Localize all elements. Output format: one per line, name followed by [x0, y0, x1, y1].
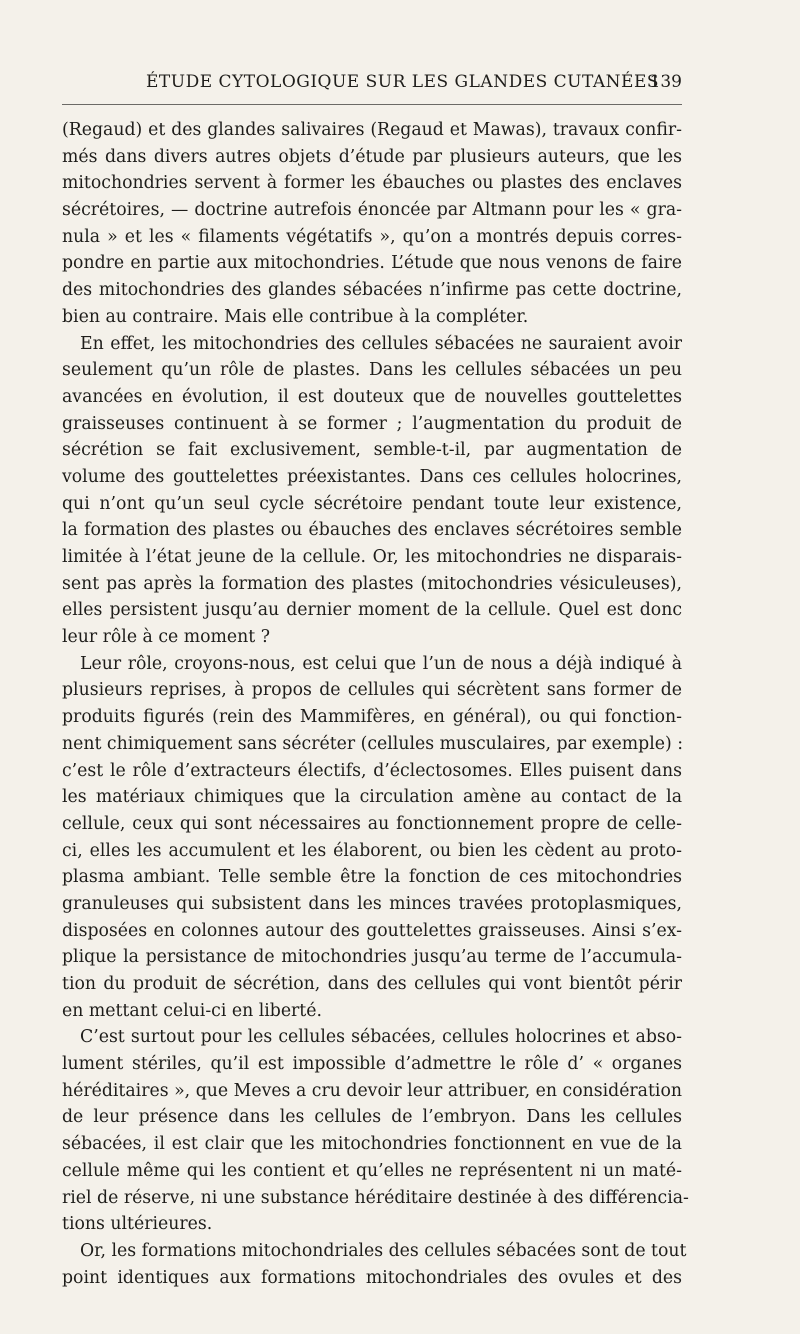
text-line: Leur rôle, croyons-nous, est celui que l’un de nous a déjà indiqué à	[80, 653, 682, 674]
text-line: leur rôle à ce moment ?	[62, 627, 270, 648]
text-line: C’est surtout pour les cellules sébacées, cellules holocrines et abso-	[80, 1027, 682, 1048]
text-line: cellule même qui les contient et qu’elles ne représentent ni un maté-	[62, 1160, 682, 1181]
text-line: tions ultérieures.	[62, 1214, 213, 1235]
text-line: pondre en partie aux mitochondries. L’étude que nous venons de faire	[62, 253, 682, 274]
body-text	[62, 117, 689, 1291]
text-line: héréditaires », que Meves a cru devoir leur attribuer, en considération	[62, 1080, 682, 1101]
text-line: qui n’ont qu’un seul cycle sécrétoire pendant toute leur existence,	[62, 493, 682, 514]
text-line: sébacées, il est clair que les mitochondries fonctionnent en vue de la	[62, 1134, 682, 1155]
text-line: elles persistent jusqu’au dernier moment de la cellule. Quel est donc	[62, 600, 682, 621]
text-line: En effet, les mitochondries des cellules sébacées ne sauraient avoir	[80, 333, 682, 354]
page-header	[62, 72, 682, 98]
text-line: c’est le rôle d’extracteurs électifs, d’éclectosomes. Elles puisent dans	[62, 760, 682, 781]
text-line: ci, elles les accumulent et les élaborent, ou bien les cèdent au proto-	[62, 840, 682, 861]
text-line: des mitochondries des glandes sébacées n’infirme pas cette doctrine,	[62, 280, 682, 301]
text-line: graisseuses continuent à se former ; l’augmentation du produit de	[62, 413, 682, 434]
text-line: limitée à l’état jeune de la cellule. Or, les mitochondries ne disparais-	[62, 547, 682, 567]
header-rule	[62, 104, 682, 105]
text-line: lument stériles, qu’il est impossible d’admettre le rôle d’ « organes	[62, 1054, 682, 1075]
text-line: de leur présence dans les cellules de l’embryon. Dans les cellules	[62, 1107, 682, 1128]
text-line: avancées en évolution, il est douteux que de nouvelles gouttelettes	[62, 386, 682, 407]
text-line: la formation des plastes ou ébauches des enclaves sécrétoires semble	[62, 520, 682, 541]
text-line: les matériaux chimiques que la circulation amène au contact de la	[62, 787, 682, 808]
text-line: Or, les formations mitochondriales des cellules sébacées sont de tout	[80, 1240, 687, 1261]
text-line: volume des gouttelettes préexistantes. Dans ces cellules holocrines,	[62, 466, 682, 487]
page-number: 139	[649, 72, 682, 92]
text-line: granuleuses qui subsistent dans les minces travées protoplasmiques,	[62, 893, 682, 914]
text-line: nent chimiquement sans sécréter (cellules musculaires, par exemple) :	[62, 733, 684, 754]
text-line: produits figurés (rein des Mammifères, en général), ou qui fonction-	[62, 707, 682, 728]
text-line: plique la persistance de mitochondries jusqu’au terme de l’accumula-	[62, 947, 682, 968]
text-line: tion du produit de sécrétion, dans des cellules qui vont bientôt périr	[62, 974, 682, 994]
text-line: disposées en colonnes autour des gouttelettes graisseuses. Ainsi s’ex-	[62, 920, 682, 941]
text-line: sécrétion se fait exclusivement, semble-t-il, par augmentation de	[62, 440, 682, 461]
text-line: més dans divers autres objets d’étude par plusieurs auteurs, que les	[62, 146, 682, 167]
text-line: seulement qu’un rôle de plastes. Dans les cellules sébacées un peu	[62, 360, 682, 381]
text-line: mitochondries servent à former les ébauches ou plastes des enclaves	[62, 173, 682, 194]
text-line: riel de réserve, ni une substance héréditaire destinée à des différencia-	[62, 1187, 689, 1208]
text-line: cellule, ceux qui sont nécessaires au fonctionnement propre de celle-	[62, 813, 682, 834]
running-title: ÉTUDE CYTOLOGIQUE SUR LES GLANDES CUTANÉES	[146, 72, 660, 92]
text-line: (Regaud) et des glandes salivaires (Regaud et Mawas), travaux confir-	[62, 120, 682, 140]
text-line: plasma ambiant. Telle semble être la fonction de ces mitochondries	[62, 867, 682, 888]
text-line: en mettant celui-ci en liberté.	[62, 1000, 322, 1021]
text-line: point identiques aux formations mitochondriales des ovules et des	[62, 1267, 682, 1288]
text-line: sécrétoires, — doctrine autrefois énoncée par Altmann pour les « gra-	[62, 200, 682, 221]
text-line: plusieurs reprises, à propos de cellules qui sécrètent sans former de	[62, 680, 682, 701]
text-line: nula » et les « filaments végétatifs », qu’on a montrés depuis corres-	[62, 226, 682, 247]
text-line: bien au contraire. Mais elle contribue à la compléter.	[62, 306, 529, 327]
text-line: sent pas après la formation des plastes (mitochondries vésiculeuses),	[62, 573, 682, 594]
